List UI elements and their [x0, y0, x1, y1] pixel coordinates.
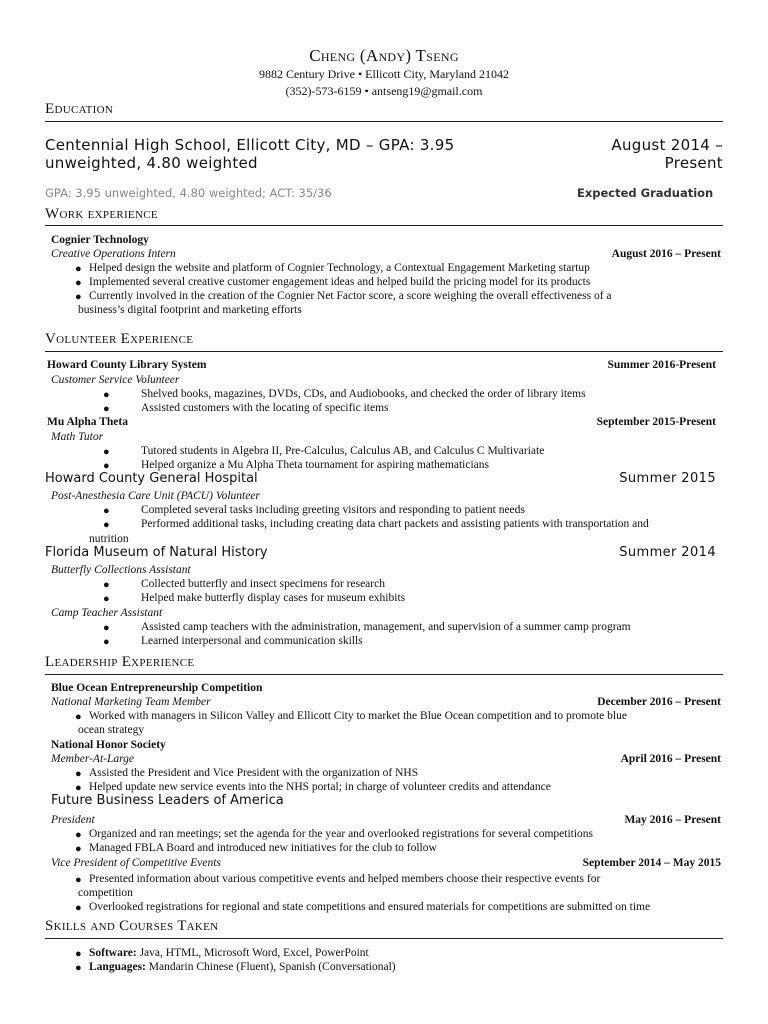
volunteer-bullet: Helped organize a Mu Alpha Theta tournament for aspiring mathematicians: [141, 459, 489, 471]
volunteer-date-museum: Summer 2014: [619, 545, 716, 560]
bullet-icon: ●: [103, 403, 110, 415]
leadership-role-fbla-1: President: [51, 814, 95, 826]
skills-software-value: Java, HTML, Microsoft Word, Excel, PowerPoint: [136, 947, 369, 959]
work-bullet: Currently involved in the creation of the Cognier Net Factor score, a score weighing the overall effectiveness of a: [89, 290, 612, 302]
leadership-role-nhs: Member-At-Large: [51, 753, 135, 765]
clipped-education-row: [45, 182, 725, 200]
school-line-1: Centennial High School, Ellicott City, MD – GPA: 3.95: [45, 136, 455, 154]
section-title-leadership: Leadership Experience: [45, 654, 195, 670]
bullet-icon: ●: [75, 263, 82, 275]
leadership-role-fbla-2: Vice President of Competitive Events: [51, 857, 221, 869]
leadership-date-nhs: April 2016 – Present: [620, 753, 721, 765]
bullet-icon: ●: [75, 782, 82, 794]
leadership-org-blueocean: Blue Ocean Entrepreneurship Competition: [51, 682, 263, 694]
bullet-icon: ●: [75, 962, 82, 974]
volunteer-org-library: Howard County Library System: [47, 359, 207, 371]
leadership-bullet: Managed FBLA Board and introduced new initiatives for the club to follow: [89, 842, 437, 854]
volunteer-date-library: Summer 2016-Present: [607, 359, 716, 371]
leadership-date-blueocean: December 2016 – Present: [597, 696, 721, 708]
bullet-icon: ●: [103, 389, 110, 401]
education-date-line-2: Present: [664, 154, 723, 172]
section-divider: [45, 674, 723, 675]
volunteer-role-mat: Math Tutor: [51, 431, 104, 443]
volunteer-role-hospital: Post-Anesthesia Care Unit (PACU) Volunteer: [51, 490, 260, 502]
bullet-icon: ●: [75, 902, 82, 914]
bullet-icon: ●: [75, 829, 82, 841]
bullet-icon: ●: [75, 948, 82, 960]
leadership-bullet: Assisted the President and Vice President with the organization of NHS: [89, 767, 419, 779]
bullet-icon: ●: [103, 460, 110, 472]
skills-languages-label: Languages:: [89, 961, 146, 973]
section-divider: [45, 225, 723, 226]
leadership-date-fbla-1: May 2016 – Present: [624, 814, 721, 826]
skills-languages-value: Mandarin Chinese (Fluent), Spanish (Conversational): [145, 961, 396, 973]
bullet-icon: ●: [103, 505, 110, 517]
skills-languages-row: [89, 961, 396, 973]
bullet-icon: ●: [75, 711, 82, 723]
contact-line: (352)-573-6159 • antseng19@gmail.com: [285, 84, 483, 98]
leadership-bullet: Organized and ran meetings; set the agenda for the year and overlooked registrations for several competitions: [89, 828, 594, 840]
section-title-work: Work experience: [45, 206, 158, 222]
school-line-2: unweighted, 4.80 weighted: [45, 154, 258, 172]
volunteer-org-museum: Florida Museum of Natural History: [45, 545, 268, 560]
bullet-icon: ●: [103, 593, 110, 605]
volunteer-bullet-continuation: nutrition: [89, 533, 129, 545]
bullet-icon: ●: [103, 636, 110, 648]
section-title-education: Education: [45, 101, 114, 117]
bullet-icon: ●: [75, 277, 82, 289]
bullet-icon: ●: [75, 843, 82, 855]
bullet-icon: ●: [75, 291, 82, 303]
work-bullet-continuation: business’s digital footprint and marketing efforts: [78, 304, 302, 316]
skills-software-row: [89, 947, 369, 959]
address-line: 9882 Century Drive • Ellicott City, Maryland 21042: [258, 67, 510, 81]
bullet-icon: ●: [75, 768, 82, 780]
leadership-bullet: Presented information about various competitive events and helped members choose their respective events for: [89, 873, 601, 885]
skills-software-label: Software:: [89, 947, 137, 959]
work-date: August 2016 – Present: [611, 248, 721, 260]
bullet-icon: ●: [103, 519, 110, 531]
volunteer-bullet: Assisted customers with the locating of specific items: [141, 402, 389, 414]
bullet-icon: ●: [103, 579, 110, 591]
leadership-bullet: Helped update new service events into the NHS portal; in charge of volunteer credits and attendance: [89, 781, 551, 793]
leadership-bullet-continuation: ocean strategy: [78, 724, 145, 736]
work-org: Cognier Technology: [51, 234, 149, 246]
work-bullet: Helped design the website and platform of Cognier Technology, a Contextual Engagement Marketing startup: [89, 262, 590, 274]
section-title-volunteer: Volunteer Experience: [45, 331, 194, 347]
section-divider: [45, 938, 723, 939]
volunteer-role-museum-1: Butterfly Collections Assistant: [51, 564, 191, 576]
volunteer-bullet: Helped make butterfly display cases for museum exhibits: [141, 592, 406, 604]
resume-name: Cheng (Andy) Tseng: [309, 46, 459, 65]
section-divider: [45, 121, 723, 122]
education-date-line-1: August 2014 –: [611, 136, 723, 154]
volunteer-bullet: Collected butterfly and insect specimens for research: [141, 578, 385, 590]
volunteer-bullet: Shelved books, magazines, DVDs, CDs, and Audiobooks, and checked the order of library items: [141, 388, 586, 400]
bullet-icon: ●: [103, 446, 110, 458]
leadership-date-fbla-2: September 2014 – May 2015: [582, 857, 721, 869]
clipped-gpa-text: GPA: 3.95 unweighted, 4.80 weighted; ACT: 35/36: [45, 186, 332, 200]
volunteer-role-museum-2: Camp Teacher Assistant: [51, 607, 163, 619]
volunteer-bullet: Performed additional tasks, including creating data chart packets and assisting patients with transportation and: [141, 518, 649, 530]
volunteer-org-mat: Mu Alpha Theta: [47, 416, 128, 428]
volunteer-org-hospital: Howard County General Hospital: [45, 471, 258, 486]
leadership-org-fbla: Future Business Leaders of America: [51, 793, 284, 808]
section-title-skills: Skills and Courses Taken: [45, 918, 219, 934]
leadership-role-blueocean: National Marketing Team Member: [51, 696, 211, 708]
volunteer-bullet: Assisted camp teachers with the administration, management, and supervision of a summer camp program: [141, 621, 631, 633]
bullet-icon: ●: [75, 874, 82, 886]
volunteer-bullet: Completed several tasks including greeting visitors and responding to patient needs: [141, 504, 525, 516]
volunteer-bullet: Learned interpersonal and communication skills: [141, 635, 363, 647]
clipped-graduation-text: Expected Graduation: [577, 186, 714, 200]
work-role: Creative Operations Intern: [51, 248, 176, 260]
volunteer-role-library: Customer Service Volunteer: [51, 374, 180, 386]
work-bullet: Implemented several creative customer engagement ideas and helped build the pricing model for its products: [89, 276, 591, 288]
leadership-org-nhs: National Honor Society: [51, 739, 166, 751]
volunteer-date-mat: September 2015-Present: [596, 416, 716, 428]
leadership-bullet: Overlooked registrations for regional and state competitions and ensured materials for competitions are submitted on time: [89, 901, 651, 913]
section-divider: [45, 351, 723, 352]
bullet-icon: ●: [103, 622, 110, 634]
leadership-bullet: Worked with managers in Silicon Valley and Ellicott City to market the Blue Ocean competition and to promote blue: [89, 710, 627, 722]
leadership-bullet-continuation: competition: [78, 887, 133, 899]
volunteer-bullet: Tutored students in Algebra II, Pre-Calculus, Calculus AB, and Calculus C Multivariate: [141, 445, 545, 457]
volunteer-date-hospital: Summer 2015: [619, 471, 716, 486]
